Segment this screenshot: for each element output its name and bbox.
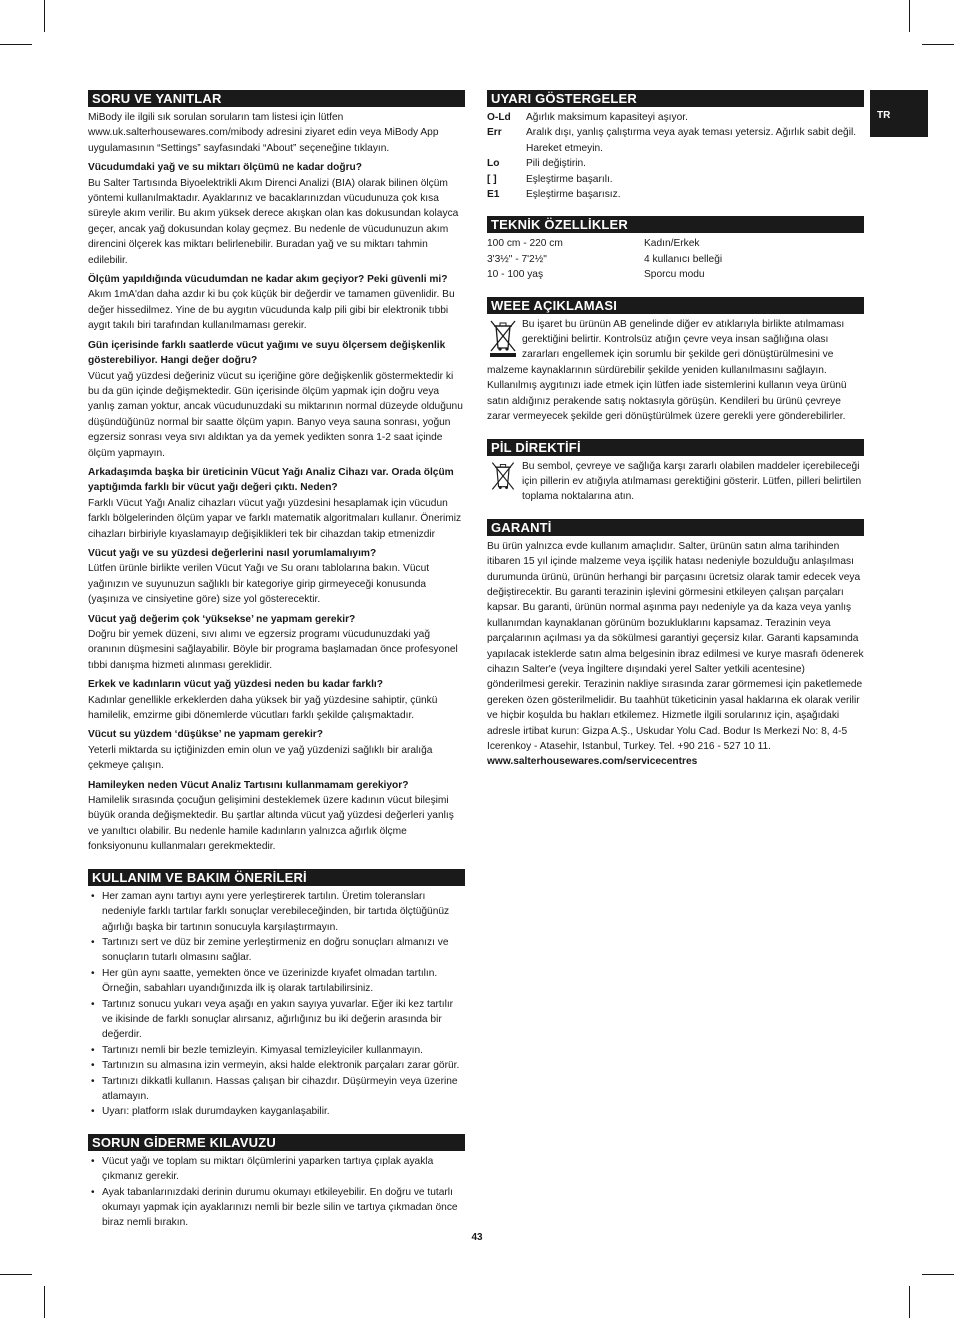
faq-question: Ölçüm yapıldığında vücudumdan ne kadar akım geçiyor? Peki güvenli mi?	[88, 274, 448, 286]
faq-section	[88, 90, 465, 855]
list-item: • Uyarı: platform ıslak durumdayken kayganlaşabilir.	[88, 1104, 465, 1119]
service-centres-link[interactable]: www.salterhousewares.com/servicecentres	[487, 756, 698, 768]
list-item: • Her zaman aynı tartıyı aynı yere yerleştirerek tartılın. Üretim toleransları nedeniyle farklı tartılar farklı sonuçlar verebileceğinden, bir tartıda ölçtüğünüz ağırlığı başka bir tartının sonucuyla karşılaştırmayın.	[88, 889, 465, 935]
faq-answer: Yeterli miktarda su içtiğinizden emin olun ve yağ yüzdenizi sağlıklı bir aralığa çekmeye çalışın.	[88, 744, 433, 772]
faq-answer: Farklı Vücut Yağı Analiz cihazları vücut yağı yüzdesini hesaplamak için vücudun farklı bölgelerinden ölçüm yapar ve farklı matematik algoritmaları kullanır. Önerimiz cihazları birbiriyle kıyaslamayıp değişiklikleri tek bir cihazdan takip etmenizdir	[88, 497, 462, 540]
indicator-text: Pili değiştirin.	[526, 158, 587, 170]
indicator-code: [ ]	[487, 173, 497, 185]
faq-answer: Bu Salter Tartısında Biyoelektrikli Akım Direnci Analizi (BIA) olarak bilinen ölçüm yöntemi kullanılmaktadır. Ayaklarınız ve bacaklarınızdan vücudunuza çok kısa süreyle akım verilir. Bu akım yüksek derece akışkan olan kas dokusundan kolayca geçer, ancak yağ dokusundan kolay geçmez. Bu nedenle de vücudunuzun akım direncini ölçerek kas miktarı belirlenebilir. Buradan yağ ve su miktarı tahmin edilebilir.	[88, 177, 459, 266]
list-item: • Tartınız sonucu yukarı veya aşağı en yakın sayıya yuvarlar. Eğer iki kez tartılır ve ikisinde de farklı sonuçlar alırsanız, ağırlığınız bu iki değerin arasında bir değerdir.	[88, 997, 465, 1043]
warranty-section	[487, 519, 864, 770]
indicator-code: Lo	[487, 158, 500, 170]
faq-question: Arkadaşımda başka bir üreticinin Vücut Yağı Analiz Cihazı var. Orada ölçüm yaptığımda farklı bir vücut yağı değeri çıktı. Neden?	[88, 466, 454, 494]
warranty-text: Bu ürün yalnızca evde kullanım amaçlıdır. Salter, ürünün satın alma tarihinden itibaren 15 yıl içinde malzeme veya işçilik hatası nedeniyle bozulduğu anlaşılması durumunda ürünü, ürünün herhangi bir parçasını ücretsiz olarak tamir edecek veya değiştirecektir. Bu garanti terazinin işlevini görmesini etkileyen çalışan parçaları kapsar. Bu garanti, ürünün normal aşınma payı nedeniyle ya da kaza veya yanlış kullanımdan kaynaklanan görünüm bozukluklarını kapsamaz. Terazinin veya parçalarının açılması ya da sökülmesi garantiyi geçersiz kılar. Garanti kapsamında yapılacak isteklerde satın alma belgesinin ibraz edilmesi ve kurye masrafı ödenerek cihazın Salter'e (veya İngiltere dışındaki yerel Salter yetkili acentesine) gönderilmesi gerekir. Terazinin nakliye sırasında zarar görmemesi için paketlemede gereken özen gösterilmelidir. Bu taahhüt tüketicinin yasal haklarına ek olarak verilir ve hiçbir koşulda bu hakları etkilemez. Hizmetle ilgili sorularınız için, aşağıdaki adresle irtibat kurun: Gizpa A.Ş., Uskudar Yolu Cad. Bodur Is Merkezi No: 8, 4-5 Icerenkoy - Atasehir, Istanbul, Turkey. Tel. +90 216 - 527 10 11.	[487, 540, 864, 752]
faq-answer: Hamilelik sırasında çocuğun gelişimini desteklemek üzere kadının vücut bileşimi büyük oranda değişmektedir. Bu şartlar altında vücut yağ yüzdesi değerleri yanlış ve yanıltıcı olabilir. Bu nedenle hamile kadınların yalnızca ağırlık ölçme fonksiyonunu kullanmaları gerekmektedir.	[88, 795, 454, 853]
spec-value: Kadın/Erkek	[644, 238, 700, 250]
indicators-section	[487, 90, 864, 202]
troubleshooting-heading: SORUN GİDERME KILAVUZU	[88, 1134, 465, 1151]
indicators-list	[487, 110, 864, 202]
care-section	[88, 869, 465, 1120]
indicator-text: Aralık dışı, yanlış çalıştırma veya ayak teması yetersiz. Ağırlık sabit değil. Hareket etmeyin.	[526, 127, 857, 154]
spec-value: Sporcu modu	[644, 269, 705, 281]
crop-mark	[0, 1274, 32, 1275]
faq-question: Vücudumdaki yağ ve su miktarı ölçümü ne kadar doğru?	[88, 162, 362, 174]
spec-value: 10 - 100 yaş	[487, 269, 544, 281]
warranty-heading: GARANTİ	[487, 519, 864, 536]
indicator-row	[487, 110, 864, 125]
indicator-text: Eşleştirme başarılı.	[526, 173, 613, 185]
indicator-row	[487, 172, 864, 187]
language-tab: TR	[870, 90, 928, 137]
faq-question: Gün içerisinde farklı saatlerde vücut yağımı ve suyu ölçersem değişkenlik gösterebiliyor. Hangi değer doğru?	[88, 339, 446, 367]
faq-answer: Vücut yağ yüzdesi değeriniz vücut su içeriğine göre değişkenlik göstermektedir ki bu da gün içinde değişmektedir. Gün içerisinde ölçüm yapmak için doğru veya yanlış zaman yoktur, ancak vücudunuzdaki su miktarının normal düzeyde olduğunu düşündüğünüz normal bir saatte ölçüm yapın. Banyo veya sauna sonrası, yoğun egzersiz sonrası veya sıvı aldıktan ya da yemek yedikten sonra 1-2 saat içinde ölçüm yapmayın.	[88, 370, 463, 459]
weee-text: Bu işaret bu ürünün AB genelinde diğer ev atıklarıyla birlikte atılmaması gerektiğini belirtir. Kontrolsüz atığın çevre veya insan sağlığına olası zararları engellemek için sorumlu bir şekilde geri dönüştürülmesini ve malzeme kaynaklarının sürdürebilir şekilde yeniden kullanılmasını sağlayın. Kullanılmış aygıtınızı iade etmek için lütfen iade sistemlerini kullanın veya ürünü satın aldığınız perakende satış noktasıyla görüşün. Kendileri bu ürünü çevreye zarar vermeyecek şekilde geri dönüştürülmek üzere gerekli yere gönderebilirler.	[487, 318, 847, 423]
weee-heading: WEEE AÇIKLAMASI	[487, 297, 864, 314]
faq-intro: MiBody ile ilgili sık sorulan soruların tam listesi için lütfen www.uk.salterhousewares.com/mibody adresini ziyaret edin veya MiBody App uygulamasının “Settings” sayfasındaki “About” seçeneğine tıklayın.	[88, 112, 439, 154]
care-list	[88, 889, 465, 1120]
indicator-row	[487, 125, 864, 156]
faq-answer: Doğru bir yemek düzeni, sıvı alımı ve egzersiz programı vücudunuzdaki yağ oranının düşmesini sağlayabilir. Böyle bir programa başlamadan önce profesyonel tıbbi danışma hizmeti alınması gereklidir.	[88, 629, 458, 671]
indicator-code: E1	[487, 189, 500, 201]
specs-heading: TEKNİK ÖZELLİKLER	[487, 216, 864, 233]
faq-question: Vücut yağ değerim çok ‘yüksekse’ ne yapmam gerekir?	[88, 613, 356, 625]
crossed-bin-icon	[487, 460, 519, 492]
battery-text: Bu sembol, çevreye ve sağlığa karşı zararlı olabilen maddeler içerebileceği için pillerin ev atığıyla atılmaması gerektiğini gösterir. Lütfen, pilleri belirtilen toplama noktalarına atın.	[522, 460, 862, 503]
list-item: • Tartınızın su almasına izin vermeyin, aksi halde elektronik parçaları zarar görür.	[88, 1058, 465, 1073]
faq-answer: Lütfen ürünle birlikte verilen Vücut Yağı ve Su oranı tablolarına bakın. Vücut yağınızın ve suyunuzun sağlıklı bir kategoriye girip girmeyeceği konusunda (yaşınıza ve cinsiyetine göre) size yol gösterecektir.	[88, 563, 430, 606]
faq-question: Vücut su yüzdem ‘düşükse’ ne yapmam gerekir?	[88, 729, 323, 741]
indicator-row	[487, 187, 864, 202]
faq-list	[88, 160, 465, 854]
crop-mark	[922, 1274, 954, 1275]
page-number: 43	[471, 1232, 483, 1243]
weee-section	[487, 297, 864, 425]
spec-value: 3'3½" - 7'2½"	[487, 253, 547, 265]
list-item: • Tartınızı dikkatli kullanın. Hassas çalışan bir cihazdır. Düşürmeyin veya üzerine atlamayın.	[88, 1074, 465, 1105]
list-item: • Tartınızı sert ve düz bir zemine yerleştirmeniz en doğru sonuçları almanızı ve sonuçların tutarlı olmasını sağlar.	[88, 935, 465, 966]
battery-heading: PİL DİREKTİFİ	[487, 439, 864, 456]
faq-heading: SORU VE YANITLAR	[88, 90, 465, 107]
list-item: • Tartınızı nemli bir bezle temizleyin. Kimyasal temizleyiciler kullanmayın.	[88, 1043, 465, 1058]
faq-question: Erkek ve kadınların vücut yağ yüzdesi neden bu kadar farklı?	[88, 679, 383, 691]
indicator-code: O-Ld	[487, 112, 511, 123]
specs-grid	[487, 236, 864, 282]
spec-value: 4 kullanıcı belleği	[644, 253, 723, 265]
indicators-heading: UYARI GÖSTERGELER	[487, 90, 864, 107]
indicator-text: Eşleştirme başarısız.	[526, 189, 621, 201]
list-item: • Vücut yağı ve toplam su miktarı ölçümlerini yaparken tartıya çıplak ayakla çıkmanız gerekir.	[88, 1154, 465, 1185]
faq-question: Vücut yağı ve su yüzdesi değerlerini nasıl yorumlamalıyım?	[88, 547, 377, 559]
indicator-row	[487, 156, 864, 171]
crop-mark	[44, 1286, 45, 1318]
care-heading: KULLANIM VE BAKIM ÖNERİLERİ	[88, 869, 465, 886]
crop-mark	[0, 44, 32, 45]
crop-mark	[909, 1286, 910, 1318]
battery-section	[487, 439, 864, 505]
troubleshooting-list	[88, 1154, 465, 1231]
specs-section	[487, 216, 864, 282]
crossed-bin-icon	[487, 318, 519, 358]
right-column	[487, 90, 864, 784]
indicator-text: Ağırlık maksimum kapasiteyi aşıyor.	[526, 112, 688, 123]
left-column	[88, 90, 465, 1245]
crop-mark	[909, 0, 910, 32]
faq-answer: Kadınlar genellikle erkeklerden daha yüksek bir yağ yüzdesine sahiptir, çünkü hamilelik, emzirme gibi dönemlerde vücutları farklı şekilde çalışmaktadır.	[88, 694, 438, 722]
troubleshooting-section	[88, 1134, 465, 1231]
list-item: • Her gün aynı saatte, yemekten önce ve üzerinizde kıyafet olmadan tartılın. Örneğin, sabahları uyandığınızda ilk iş olarak tartılabilirsiniz.	[88, 966, 465, 997]
faq-answer: Akım 1mA'dan daha azdır ki bu çok küçük bir değerdir ve tamamen güvenlidir. Bu değer hissedilmez. Yine de bu aygıtın vücudunda kalp pili gibi bir elektronik tıbbi aygıt takılı biri tarafından kullanılmaması gerekir.	[88, 289, 455, 332]
crop-mark	[922, 44, 954, 45]
spec-value: 100 cm - 220 cm	[487, 238, 563, 250]
crop-mark	[44, 0, 45, 32]
faq-question: Hamileyken neden Vücut Analiz Tartısını kullanmamam gerekiyor?	[88, 779, 409, 791]
indicator-code: Err	[487, 127, 502, 139]
list-item: • Ayak tabanlarınızdaki derinin durumu okumayı etkileyebilir. En doğru ve tutarlı okumayı yapmak için ayaklarınızı nemli bir bezle silin ve tartıya çıkmadan önce biraz nemli bırakın.	[88, 1185, 465, 1231]
